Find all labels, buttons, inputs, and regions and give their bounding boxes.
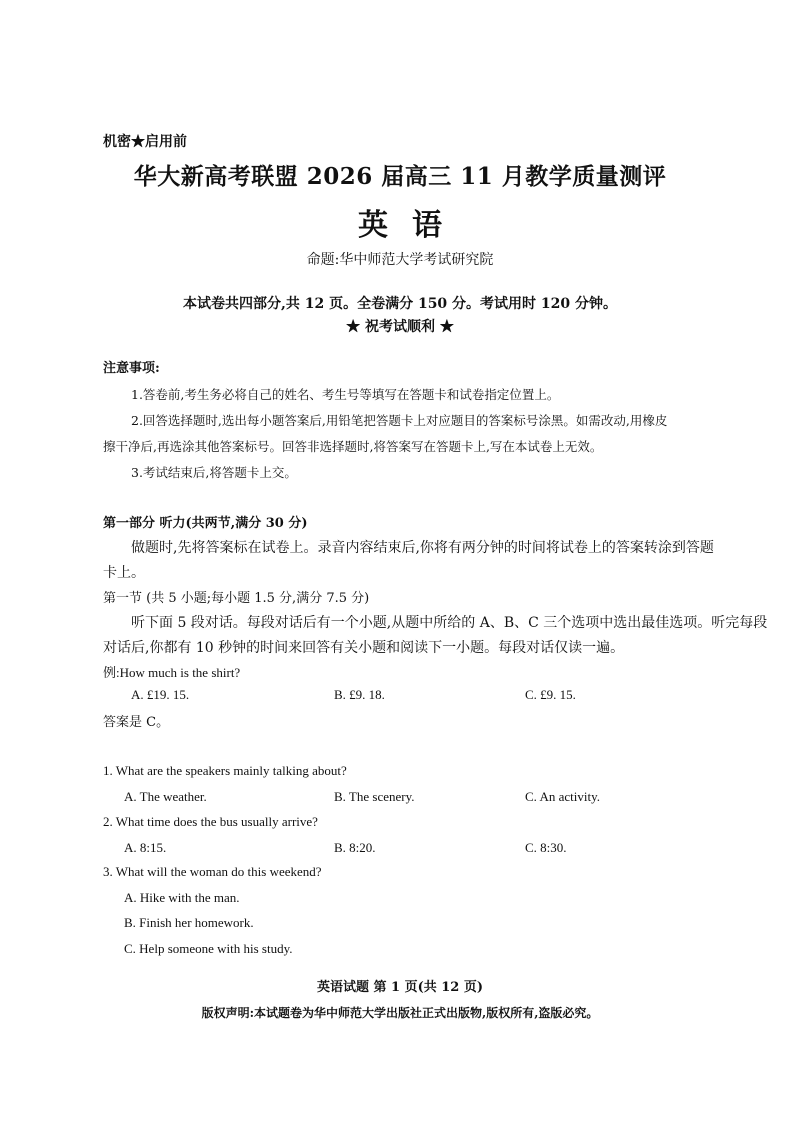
section1-instruction: 听下面 5 段对话。每段对话后有一个小题,从题中所给的 A、B、C 三个选项中选出最佳选项。听完每段 (131, 615, 768, 631)
question-2-option-c: C. 8:30. (525, 840, 567, 855)
notice-item: 3.考试结束后,将答题卡上交。 (131, 465, 297, 480)
author-line: 命题:华中师范大学考试研究院 (306, 252, 494, 268)
example-answer: 答案是 C。 (103, 715, 170, 730)
question-1-option-a: A. The weather. (124, 789, 207, 804)
exam-info: 本试卷共四部分,共 12 页。全卷满分 150 分。考试用时 120 分钟。 (182, 296, 618, 312)
example-option-a: A. £19. 15. (131, 687, 190, 702)
copyright-notice: 版权声明:本试题卷为华中师范大学出版社正式出版物,版权所有,盗版必究。 (201, 1006, 599, 1020)
question-2: 2. What time does the bus usually arrive? (103, 814, 318, 829)
question-3-option-a: A. Hike with the man. (124, 890, 240, 905)
example-question: 例:How much is the shirt? (103, 665, 241, 680)
example-option-c: C. £9. 15. (525, 687, 576, 702)
part1-instruction-continued: 卡上。 (103, 565, 145, 581)
confidential-label: 机密★启用前 (103, 134, 187, 150)
part1-instruction: 做题时,先将答案标在试卷上。录音内容结束后,你将有两分钟的时间将试卷上的答案转涂到答题 (131, 540, 714, 556)
section1-title: 第一节 (共 5 小题;每小题 1.5 分,满分 7.5 分) (103, 591, 370, 606)
subject-title: 英语 (358, 208, 466, 243)
page-footer: 英语试题 第 1 页(共 12 页) (316, 980, 484, 995)
notice-item: 2.回答选择题时,选出每小题答案后,用铅笔把答题卡上对应题目的答案标号涂黑。如需改动,用橡皮 (131, 413, 668, 428)
question-1-option-c: C. An activity. (525, 789, 600, 804)
question-1-option-b: B. The scenery. (334, 789, 415, 804)
notice-item: 1.答卷前,考生务必将自己的姓名、考生号等填写在答题卡和试卷指定位置上。 (131, 387, 560, 402)
question-2-option-a: A. 8:15. (124, 840, 167, 855)
notice-item-continued: 擦干净后,再选涂其他答案标号。回答非选择题时,将答案写在答题卡上,写在本试卷上无效。 (103, 439, 603, 454)
notice-title: 注意事项: (103, 361, 160, 376)
question-2-option-b: B. 8:20. (334, 840, 376, 855)
question-1: 1. What are the speakers mainly talking about? (103, 763, 347, 778)
question-3-option-b: B. Finish her homework. (124, 915, 254, 930)
exam-title: 华大新高考联盟 2026 届高三 11 月教学质量测评 (133, 163, 667, 190)
part1-title: 第一部分 听力(共两节,满分 30 分) (103, 516, 308, 531)
good-luck-line: ★ 祝考试顺利 ★ (346, 319, 454, 335)
question-3-option-c: C. Help someone with his study. (124, 941, 293, 956)
example-option-b: B. £9. 18. (334, 687, 385, 702)
question-3: 3. What will the woman do this weekend? (103, 864, 322, 879)
section1-instruction-continued: 对话后,你都有 10 秒钟的时间来回答有关小题和阅读下一小题。每段对话仅读一遍。 (103, 640, 625, 656)
